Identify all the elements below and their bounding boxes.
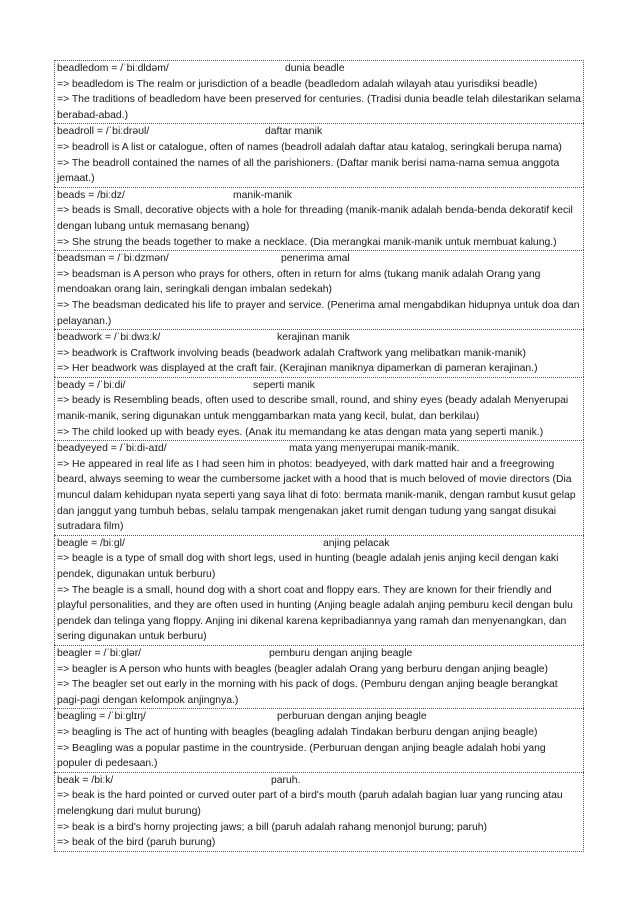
entry-headword: beadledom = /ˈbiːdldəm/ bbox=[57, 63, 169, 74]
entry-header bbox=[57, 330, 582, 346]
dictionary-entry bbox=[54, 187, 584, 250]
entry-headword: beadsman = /ˈbiːdzmən/ bbox=[57, 253, 169, 265]
entry-translation: perburuan dengan anjing beagle bbox=[277, 711, 427, 723]
entry-header bbox=[57, 188, 582, 204]
dictionary-entry bbox=[54, 377, 584, 440]
entry-definition-line: => Her beadwork was displayed at the craft fair. (Kerajinan maniknya dipamerkan di pameran kerajinan.) bbox=[57, 363, 538, 375]
entry-header bbox=[57, 441, 582, 457]
entry-definition-line: => beagling is The act of hunting with beagles (beagling adalah Tindakan berburu dengan anjing beagle) bbox=[57, 726, 538, 738]
entry-definition-line: => Beagling was a popular pastime in the countryside. (Perburuan dengan anjing beagle adalah hobi yang populer di pedesaan.) bbox=[57, 742, 546, 770]
entry-headword: beadwork = /ˈbiːdwɜːk/ bbox=[57, 332, 161, 344]
entry-translation: kerajinan manik bbox=[277, 332, 350, 344]
entry-translation: dunia beadle bbox=[285, 63, 345, 74]
entry-headword: beady = /ˈbiːdi/ bbox=[57, 379, 126, 391]
entry-header bbox=[57, 536, 582, 552]
entry-definition-line: => beadledom is The realm or jurisdiction of a beadle (beadledom adalah wilayah atau yurisdiksi beadle) bbox=[57, 78, 538, 90]
entry-definition-line: => beadroll is A list or catalogue, often of names (beadroll adalah daftar atau katalog, seringkali berupa nama) bbox=[57, 141, 562, 153]
entry-definition-line: => The beadroll contained the names of all the parishioners. (Daftar manik berisi nama-nama semua anggota jemaat.) bbox=[57, 157, 560, 185]
entry-header bbox=[57, 378, 582, 394]
entry-headword: beak = /biːk/ bbox=[57, 774, 114, 786]
entry-translation: anjing pelacak bbox=[323, 537, 390, 549]
entry-definition-line: => beads is Small, decorative objects with a hole for threading (manik-manik adalah benda-benda dekoratif kecil dengan lubang untuk memasang benang) bbox=[57, 205, 573, 232]
entry-headword: beadyeyed = /ˈbiːdi-aɪd/ bbox=[57, 443, 167, 455]
entry-definition-line: => He appeared in real life as I had seen him in photos: beadyeyed, with dark matted hair and a freegrowing beard, always seeming to wear the cumbersome jacket with a hood that is much beloved of movie directors (Dia muncul dalam kehidupan nyata seperti yang saya lihat di foto: bermata manik-manik, dengan rambut kusut gelap dan janggut yang tumbuh bebas, selalu tampak mengenakan jaket rumit dengan tudung yang sangat disukai sutradara film) bbox=[57, 458, 576, 533]
entry-definition-line: => beady is Resembling beads, often used to describe small, round, and shiny eyes (beady adalah Menyerupai manik-manik, sering digunakan untuk menggambarkan mata yang kecil, bulat, dan berkilau) bbox=[57, 395, 569, 423]
dictionary-entry bbox=[54, 535, 584, 645]
dictionary-entry bbox=[54, 60, 584, 123]
entry-definition-line: => beadwork is Craftwork involving beads (beadwork adalah Craftwork yang melibatkan manik-manik) bbox=[57, 347, 526, 359]
entry-translation: daftar manik bbox=[265, 126, 323, 138]
entry-translation: penerima amal bbox=[281, 253, 350, 265]
entry-translation: paruh. bbox=[271, 774, 301, 786]
entry-translation: mata yang menyerupai manik-manik. bbox=[289, 443, 460, 455]
entry-definition-line: => The beagle is a small, hound dog with a short coat and floppy ears. They are known for their friendly and playful personalities, and they are often used in hunting (Anjing beagle adalah anjing pemburu kecil dengan bulu pendek dan telinga yang floppy. Anjing ini dikenal karena kepribadiannya yang ramah dan menyenangkan, dan sering digunakan untuk berburu) bbox=[57, 584, 573, 643]
entry-definition-line: => beagler is A person who hunts with beagles (beagler adalah Orang yang berburu dengan anjing beagle) bbox=[57, 663, 549, 675]
entry-definition-line: => beagle is a type of small dog with short legs, used in hunting (beagle adalah jenis anjing kecil dengan kaki pendek, digunakan untuk berburu) bbox=[57, 553, 559, 580]
entry-headword: beagling = /ˈbiːglɪŋ/ bbox=[57, 711, 146, 723]
entry-definition-line: => She strung the beads together to make a necklace. (Dia merangkai manik-manik untuk membuat kalung.) bbox=[57, 236, 557, 248]
entry-definition-line: => beak of the bird (paruh burung) bbox=[57, 837, 216, 849]
entry-definition-line: => beadsman is A person who prays for others, often in return for alms (tukang manik adalah Orang yang mendoakan orang lain, seringkali dengan imbalan sedekah) bbox=[57, 268, 541, 296]
entry-headword: beagler = /ˈbiːglər/ bbox=[57, 647, 142, 659]
dictionary-entry bbox=[54, 645, 584, 708]
dictionary-page bbox=[54, 60, 584, 852]
entry-header bbox=[57, 251, 582, 267]
entry-translation: manik-manik bbox=[233, 189, 292, 201]
entry-definition-line: => beak is a bird's horny projecting jaws; a bill (paruh adalah rahang menonjol burung; paruh) bbox=[57, 821, 487, 833]
dictionary-entry bbox=[54, 772, 584, 852]
entry-header bbox=[57, 61, 582, 77]
entry-header bbox=[57, 646, 582, 662]
entry-header bbox=[57, 124, 582, 140]
dictionary-entry bbox=[54, 250, 584, 329]
entry-translation: pemburu dengan anjing beagle bbox=[269, 647, 413, 659]
dictionary-entry bbox=[54, 329, 584, 377]
dictionary-entry bbox=[54, 440, 584, 535]
entry-definition-line: => The traditions of beadledom have been preserved for centuries. (Tradisi dunia beadle telah dilestarikan selama berabad-abad.) bbox=[57, 94, 581, 121]
dictionary-entry bbox=[54, 708, 584, 771]
entry-headword: beagle = /biːgl/ bbox=[57, 537, 125, 549]
entry-definition-line: => The beagler set out early in the morning with his pack of dogs. (Pemburu dengan anjing beagle berangkat pagi-pagi dengan kelompok anjingnya.) bbox=[57, 679, 558, 706]
entry-headword: beadroll = /ˈbiːdrəʊl/ bbox=[57, 126, 150, 138]
entry-definition-line: => The child looked up with beady eyes. (Anak itu memandang ke atas dengan mata yang seperti manik.) bbox=[57, 426, 544, 438]
entry-definition-line: => beak is the hard pointed or curved outer part of a bird's mouth (paruh adalah bagian luar yang runcing atau melengkung dari mulut burung) bbox=[57, 790, 563, 817]
entry-header bbox=[57, 773, 582, 789]
dictionary-entry bbox=[54, 123, 584, 186]
entry-definition-line: => The beadsman dedicated his life to prayer and service. (Penerima amal mengabdikan hidupnya untuk doa dan pelayanan.) bbox=[57, 299, 580, 327]
entry-translation: seperti manik bbox=[253, 379, 315, 391]
entry-headword: beads = /biːdz/ bbox=[57, 189, 125, 201]
entry-header bbox=[57, 709, 582, 725]
